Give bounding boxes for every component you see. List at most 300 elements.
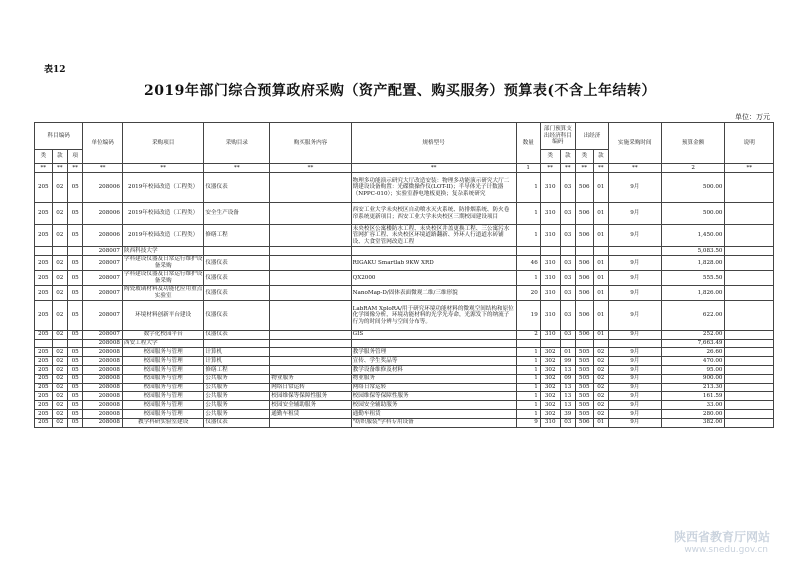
table-cell: 01 [593,285,608,300]
table-cell: 208006 [83,225,123,247]
table-cell: GIS [351,330,516,339]
table-row [35,255,774,270]
header-econ: 部门预算支出经济科目编码 [540,123,575,150]
table-cell: 506 [575,418,593,427]
star-cell: ** [725,164,774,173]
table-row [35,365,774,374]
table-cell: 02 [593,348,608,357]
table-cell: 9月 [608,270,661,285]
table-cell [270,203,351,225]
table-cell: 05 [67,409,82,418]
table-cell: 213.30 [661,383,725,392]
table-cell [725,300,774,330]
header-out-kuan: 款 [593,150,608,164]
table-cell: 310 [540,300,560,330]
table-cell: 01 [560,348,575,357]
star-cell: ** [540,164,560,173]
table-cell [725,392,774,401]
page-title: 2019年部门综合预算政府采购（资产配置、购买服务）预算表(不含上年结转） [143,83,657,99]
header-spec: 规格型号 [351,123,516,164]
table-cell: 205 [35,330,53,339]
table-cell: 02 [52,203,67,225]
table-cell: 02 [52,300,67,330]
table-row [35,374,774,383]
table-cell: 教学设备维修及材料 [351,365,516,374]
table-cell: 网络日常运转 [351,383,516,392]
table-cell: 302 [540,392,560,401]
table-cell [204,339,270,348]
table-cell [725,348,774,357]
table-cell [52,247,67,256]
table-cell: 310 [540,203,560,225]
table-cell: 205 [35,392,53,401]
table-cell: 9月 [608,357,661,366]
table-cell: 205 [35,173,53,203]
table-cell: 26.60 [661,348,725,357]
table-cell: 1 [516,409,540,418]
table-cell: 09 [560,374,575,383]
table-cell: 302 [540,409,560,418]
table-row [35,401,774,410]
table-cell: 西安工程大学 [122,339,203,348]
header-note: 说明 [725,123,774,164]
table-cell: 05 [67,392,82,401]
table-cell: 通勤车租赁 [270,409,351,418]
table-cell: 01 [593,330,608,339]
table-cell [608,339,661,348]
table-cell: 95.00 [661,365,725,374]
header-project: 采购项目 [122,123,203,164]
table-cell: 01 [593,173,608,203]
table-cell: 2019年校园改造（工程类） [122,225,203,247]
table-cell: 205 [35,203,53,225]
table-cell [540,339,560,348]
table-cell: 302 [540,365,560,374]
table-cell: 03 [560,418,575,427]
table-row [35,285,774,300]
table-cell: 9 [516,418,540,427]
table-cell [270,300,351,330]
table-cell [725,225,774,247]
header-kuan: 款 [52,150,67,164]
table-cell [593,339,608,348]
star-cell: ** [608,164,661,173]
header-subject-code: 科目编码 [35,123,83,150]
table-cell [270,247,351,256]
table-cell: 99 [560,357,575,366]
table-cell: 网络日常运转 [270,383,351,392]
table-cell: 02 [593,392,608,401]
table-cell: 02 [52,348,67,357]
table-cell [575,247,593,256]
table-cell: 9月 [608,418,661,427]
table-cell: 506 [575,330,593,339]
table-cell: 1,828.00 [661,255,725,270]
table-cell: 1 [516,173,540,203]
unit-label: 单位：万元 [735,113,770,121]
table-cell: 1 [516,392,540,401]
table-cell: 西安工业大学未央校区自动喷水灭火系统、防排烟系统、防火卷帘系统更新项目；西安工业大学未央校区三期校园建设项目 [351,203,516,225]
table-cell: 02 [52,401,67,410]
table-cell: 9月 [608,203,661,225]
table-cell: 205 [35,357,53,366]
header-out-lei: 类 [575,150,593,164]
table-row [35,357,774,366]
table-cell [593,247,608,256]
table-cell: "纺织服装"学科专用设备 [351,418,516,427]
unit-group-row [35,339,774,348]
table-cell [270,357,351,366]
table-cell: 05 [67,255,82,270]
table-cell: 校园服务与管理 [122,409,203,418]
table-row [35,173,774,203]
table-cell: 1 [516,348,540,357]
table-cell [560,247,575,256]
table-cell: 208007 [83,285,123,300]
table-cell: 252.00 [661,330,725,339]
table-cell: 校园服务与管理 [122,365,203,374]
table-cell: 公共服务 [204,409,270,418]
table-cell: 506 [575,255,593,270]
table-cell: 05 [67,365,82,374]
table-cell: 修缮工程 [204,365,270,374]
header-time: 实施采购时间 [608,123,661,164]
table-cell [725,418,774,427]
table-cell: 506 [575,300,593,330]
budget-table [34,122,774,428]
table-cell: NanoMap-D/固体表面微观二维/三维形貌 [351,285,516,300]
table-cell: 19 [516,300,540,330]
table-cell [608,247,661,256]
table-cell [725,285,774,300]
table-cell [67,247,82,256]
table-cell: 9月 [608,300,661,330]
table-cell: 01 [593,255,608,270]
table-cell: 05 [67,270,82,285]
table-cell: 9月 [608,392,661,401]
table-cell: 506 [575,203,593,225]
table-cell: 05 [67,173,82,203]
table-cell: 505 [575,409,593,418]
table-cell: 05 [67,300,82,330]
table-cell: 校园服务与管理 [122,357,203,366]
table-cell: 7,663.49 [661,339,725,348]
table-cell: 02 [52,392,67,401]
table-cell: 物业服务 [270,374,351,383]
table-cell: 03 [560,225,575,247]
table-cell: 208007 [83,270,123,285]
table-cell: 03 [560,300,575,330]
table-cell: 205 [35,383,53,392]
table-cell: 310 [540,173,560,203]
table-cell: 公共服务 [204,401,270,410]
watermark-url: www.snedu.gov.cn [684,545,768,555]
table-cell: 9月 [608,365,661,374]
table-cell: 陶瓷玻璃材料及功能化应用重点实验室 [123,286,203,299]
table-cell: 506 [575,285,593,300]
header-econ-kuan: 款 [560,150,575,164]
table-cell: 208008 [83,374,123,383]
table-cell: 302 [540,401,560,410]
table-cell [725,270,774,285]
table-cell [725,330,774,339]
table-cell: 校园安全辅助服务 [351,401,516,410]
table-row [35,392,774,401]
table-cell: 通勤车租赁 [351,409,516,418]
table-cell: 陕西科技大学 [122,247,203,256]
star-row [35,164,774,173]
table-cell: 20 [516,285,540,300]
table-cell: 310 [540,270,560,285]
table-row [35,418,774,427]
table-cell: 1 [516,270,540,285]
table-cell: 学科建设仪器及日常运行维护设备采购 [123,256,203,269]
header-amount: 预算金额 [661,123,725,164]
table-cell: 161.59 [661,392,725,401]
table-cell: 03 [560,203,575,225]
table-cell: 02 [52,173,67,203]
table-cell: 302 [540,348,560,357]
table-cell: 205 [35,418,53,427]
table-cell [725,247,774,256]
table-cell: 计算机 [204,357,270,366]
table-cell: 2 [516,330,540,339]
star-cell: ** [67,164,82,173]
table-cell [725,173,774,203]
table-cell: 02 [593,365,608,374]
table-cell: 02 [593,401,608,410]
table-cell: 02 [52,357,67,366]
table-cell: 1 [516,401,540,410]
table-cell: 1 [516,383,540,392]
table-cell: 9月 [608,383,661,392]
table-cell: 205 [35,255,53,270]
table-cell: 教学服务管理 [351,348,516,357]
table-cell: 仪器仪表 [204,300,270,330]
table-cell: 208008 [83,348,123,357]
table-cell: 01 [593,418,608,427]
table-cell: 05 [67,374,82,383]
table-cell: 9月 [608,374,661,383]
table-cell: 208007 [83,247,123,256]
table-cell: 9月 [608,401,661,410]
table-cell [540,247,560,256]
table-cell: QX2000 [351,270,516,285]
table-cell: 302 [540,383,560,392]
table-cell: 02 [52,418,67,427]
table-cell: 仪器仪表 [204,255,270,270]
table-cell [270,365,351,374]
table-row [35,330,774,339]
star-cell: ** [52,164,67,173]
table-cell: 208008 [83,409,123,418]
table-cell: 01 [593,270,608,285]
table-cell: 03 [560,330,575,339]
table-cell: 校园服务与管理 [122,383,203,392]
table-cell: 208008 [83,365,123,374]
table-cell: 02 [52,383,67,392]
header-qty: 数量 [516,123,540,164]
table-cell: 205 [35,409,53,418]
table-cell: 208006 [83,203,123,225]
star-cell: ** [122,164,203,173]
table-cell: 500.00 [661,203,725,225]
table-cell: 校园服务与管理 [122,392,203,401]
table-cell: LabRAM XploRA/用于研究环境功能材料的微观空间结构和原位化学图像分析，环境功能材料的光学光寿命，光源发下的纳流子行为的时间分辨与空间分布等。 [351,300,516,330]
table-cell [725,409,774,418]
table-cell: 302 [540,374,560,383]
table-cell: 05 [67,383,82,392]
table-cell [270,255,351,270]
table-row [35,203,774,225]
table-cell: 555.50 [661,270,725,285]
table-cell: 46 [516,255,540,270]
table-cell [725,339,774,348]
table-cell: 物业服务 [351,374,516,383]
table-cell: 205 [35,285,53,300]
table-cell: 310 [540,418,560,427]
table-body [35,164,774,428]
table-row [35,383,774,392]
table-cell [270,285,351,300]
table-cell: 280.00 [661,409,725,418]
table-cell [270,173,351,203]
table-cell: 02 [593,409,608,418]
table-cell: 仪器仪表 [204,285,270,300]
table-cell: 5,083.50 [661,247,725,256]
table-cell: 环境材料创新平台建设 [122,300,203,330]
table-cell: 310 [540,330,560,339]
table-cell: 05 [67,348,82,357]
table-cell: 01 [593,203,608,225]
table-cell: 仪器仪表 [204,418,270,427]
table-cell [725,401,774,410]
table-cell: 500.00 [661,173,725,203]
table-cell: 03 [560,285,575,300]
table-cell: 公共服务 [204,392,270,401]
table-cell: 13 [560,365,575,374]
table-cell: 1 [516,225,540,247]
table-row [35,409,774,418]
table-cell: 05 [67,357,82,366]
table-cell: 03 [560,255,575,270]
table-cell: 208008 [83,339,123,348]
table-cell: 208008 [83,418,123,427]
table-cell: 9月 [608,409,661,418]
table-cell: 1 [516,203,540,225]
table-cell: 9月 [608,348,661,357]
table-cell: 仪器仪表 [204,330,270,339]
star-cell: ** [593,164,608,173]
table-cell [35,339,53,348]
unit-group-row [35,247,774,256]
table-cell [204,247,270,256]
star-cell: ** [351,164,516,173]
table-cell: 205 [35,270,53,285]
table-cell [725,203,774,225]
table-cell [270,348,351,357]
table-cell [725,365,774,374]
star-cell: ** [83,164,123,173]
table-cell: 01 [593,300,608,330]
table-cell [351,247,516,256]
table-cell: 校园维保等保障性服务 [351,392,516,401]
table-cell: 05 [67,225,82,247]
table-cell [270,418,351,427]
table-cell: 1,450.00 [661,225,725,247]
table-cell: 505 [575,357,593,366]
table-row [35,348,774,357]
table-cell: 02 [593,357,608,366]
table-cell: 205 [35,348,53,357]
table-cell: 310 [540,225,560,247]
table-cell: 506 [575,225,593,247]
table-cell: 未央校区公寓楼防水工程、未央校区井盖更换工程、三公寓污水管网扩容工程、未央校区环境道路翻新、外环人行道道水砖铺设、大食堂管网改造工程 [351,225,516,247]
table-cell: 02 [52,330,67,339]
table-cell: 02 [52,270,67,285]
table-cell: 208007 [83,330,123,339]
table-cell: 05 [67,203,82,225]
table-cell: 310 [540,255,560,270]
table-cell: 仪器仪表 [204,173,270,203]
table-cell [67,339,82,348]
table-cell: 公共服务 [204,374,270,383]
header-econ-lei: 类 [540,150,560,164]
table-cell: 学科建设仪器及日常运行维护设备采购 [123,271,203,284]
table-cell: 302 [540,357,560,366]
table-cell: 02 [52,374,67,383]
table-cell [270,330,351,339]
table-cell: 05 [67,285,82,300]
table-cell: 205 [35,300,53,330]
table-cell: 仪器仪表 [204,270,270,285]
table-cell: 宣传、学生奖品等 [351,357,516,366]
table-cell: 900.00 [661,374,725,383]
table-cell: 208006 [83,173,123,203]
table-cell: 01 [593,225,608,247]
table-cell [270,225,351,247]
table-cell: 9月 [608,285,661,300]
table-cell [270,339,351,348]
table-cell: 505 [575,401,593,410]
table-row [35,270,774,285]
table-cell [560,339,575,348]
table-cell: 622.00 [661,300,725,330]
table-cell: 1,826.00 [661,285,725,300]
table-cell: 校园维保等保障性服务 [270,392,351,401]
table-cell: 205 [35,401,53,410]
table-cell: 修缮工程 [204,225,270,247]
star-cell: 2 [661,164,725,173]
table-cell: 33.00 [661,401,725,410]
table-cell: 505 [575,374,593,383]
table-cell [725,255,774,270]
table-cell: 2019年校园改造（工程类） [122,173,203,203]
table-cell: 310 [540,285,560,300]
table-cell: 1 [516,374,540,383]
star-cell: ** [560,164,575,173]
table-cell: 208008 [83,383,123,392]
table-cell [725,374,774,383]
table-cell: 205 [35,374,53,383]
table-cell: 校园服务与管理 [122,348,203,357]
header-lei: 类 [35,150,53,164]
table-cell: 205 [35,225,53,247]
table-cell: 02 [52,285,67,300]
table-cell: 教学科研实验室建设 [122,418,203,427]
table-cell [52,339,67,348]
table-cell: 505 [575,392,593,401]
